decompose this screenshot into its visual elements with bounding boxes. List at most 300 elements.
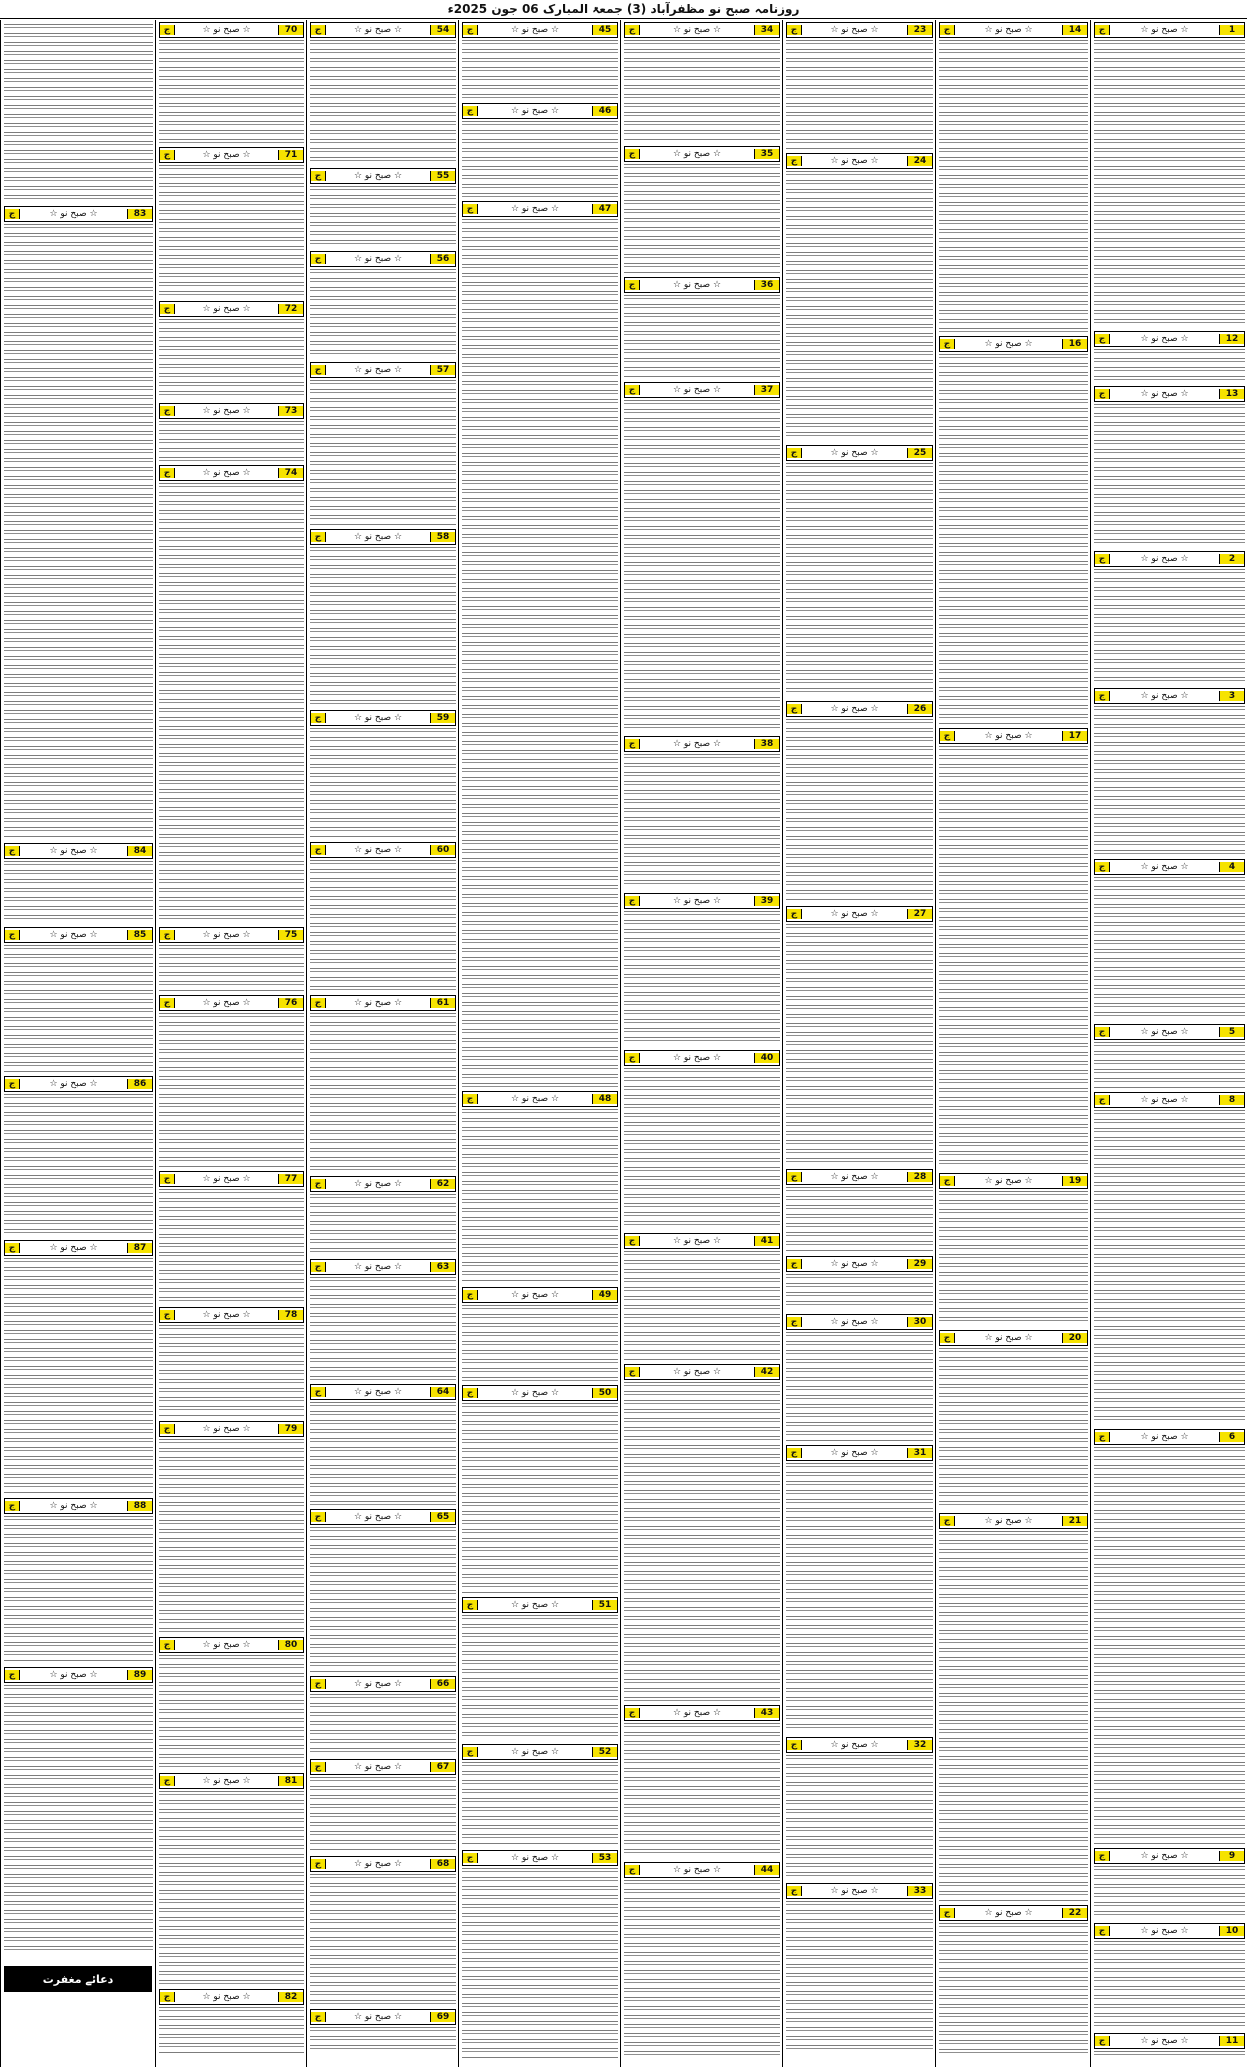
story-header <box>624 893 780 909</box>
story-kicker: ☆ صبح نو ☆ <box>1140 334 1189 344</box>
story-tag: ج <box>787 156 802 166</box>
story-kicker: ☆ صبح نو ☆ <box>1140 862 1189 872</box>
news-story <box>1094 688 1245 855</box>
story-kicker: ☆ صبح نو ☆ <box>672 280 722 290</box>
news-story <box>939 728 1088 1169</box>
story-tag: ج <box>311 532 326 542</box>
story-number: 6 <box>1219 1432 1244 1442</box>
story-number: 89 <box>127 1670 152 1680</box>
story-header <box>159 1773 304 1789</box>
story-header <box>939 1330 1088 1346</box>
story-kicker: ☆ صبح نو ☆ <box>672 896 722 906</box>
story-number: 23 <box>907 25 932 35</box>
story-kicker: ☆ صبح نو ☆ <box>1140 1926 1189 1936</box>
story-number: 55 <box>430 171 455 181</box>
news-story <box>159 465 304 923</box>
story-header <box>624 146 780 162</box>
news-story <box>786 445 933 697</box>
story-tag: ج <box>787 1317 802 1327</box>
story-kicker: ☆ صبح نو ☆ <box>830 448 879 458</box>
news-story <box>310 22 456 164</box>
story-body-text <box>310 40 456 164</box>
story-header <box>1094 1024 1245 1040</box>
story-body-text <box>1094 1447 1245 1844</box>
story-body-text <box>624 911 780 1046</box>
story-tag: ج <box>463 1388 478 1398</box>
story-number: 14 <box>1062 25 1087 35</box>
story-number: 4 <box>1219 862 1244 872</box>
story-header <box>1094 1092 1245 1108</box>
news-story <box>624 1050 780 1229</box>
story-kicker: ☆ صبح نو ☆ <box>353 532 403 542</box>
story-body-text <box>939 1191 1088 1326</box>
story-body-text <box>939 746 1088 1169</box>
news-story <box>939 1513 1088 1901</box>
story-body-text <box>1094 1866 1245 1919</box>
story-body-text <box>1094 2051 1245 2056</box>
story-header <box>786 1883 933 1899</box>
story-number: 87 <box>127 1243 152 1253</box>
news-story <box>462 1597 618 1740</box>
story-number: 10 <box>1219 1926 1244 1936</box>
story-number: 21 <box>1062 1516 1087 1526</box>
story-body-text <box>310 380 456 525</box>
story-tag: ج <box>311 1859 326 1869</box>
news-story <box>1094 331 1245 382</box>
news-story <box>786 701 933 902</box>
story-tag: ج <box>160 1310 175 1320</box>
news-story <box>462 1850 618 2058</box>
story-kicker: ☆ صبح نو ☆ <box>353 171 403 181</box>
story-number: 3 <box>1219 691 1244 701</box>
story-body-text <box>462 1403 618 1593</box>
news-story <box>786 22 933 149</box>
story-tag: ج <box>5 1670 20 1680</box>
story-tag: ج <box>787 1448 802 1458</box>
story-header <box>624 1364 780 1380</box>
story-tag: ج <box>5 1079 20 1089</box>
news-story <box>624 382 780 732</box>
story-number: 50 <box>592 1388 617 1398</box>
news-story <box>939 22 1088 332</box>
story-number: 74 <box>278 468 303 478</box>
story-number: 32 <box>907 1740 932 1750</box>
story-body-text <box>939 1531 1088 1901</box>
story-kicker: ☆ صبح نو ☆ <box>830 1172 879 1182</box>
news-story <box>462 1287 618 1381</box>
story-body-text <box>1094 1042 1245 1088</box>
story-body-text <box>462 219 618 1087</box>
masthead: روزنامہ صبح نو مظفرآباد (3) جمعۃ المبارک 06 جون 2025ء <box>0 0 1247 19</box>
story-header <box>1094 22 1245 38</box>
story-tag: ج <box>625 1708 640 1718</box>
story-kicker: ☆ صبح نو ☆ <box>353 845 403 855</box>
news-story <box>4 843 153 923</box>
story-tag: ج <box>160 150 175 160</box>
news-column <box>306 20 459 2067</box>
story-tag: ج <box>311 25 326 35</box>
story-number: 60 <box>430 845 455 855</box>
story-body-text <box>939 40 1088 332</box>
story-body-text <box>310 1277 456 1380</box>
story-tag: ج <box>311 365 326 375</box>
story-body-text <box>310 1013 456 1172</box>
story-kicker: ☆ صبح نو ☆ <box>1140 1095 1189 1105</box>
story-number: 81 <box>278 1776 303 1786</box>
news-story <box>1094 1923 1245 2029</box>
story-kicker: ☆ صبح نو ☆ <box>1140 2036 1189 2046</box>
story-kicker: ☆ صبح نو ☆ <box>202 25 251 35</box>
news-story <box>624 1233 780 1360</box>
columns-container <box>0 20 1247 2067</box>
news-story <box>462 103 618 197</box>
story-tag: ج <box>311 1762 326 1772</box>
story-number: 76 <box>278 998 303 1008</box>
story-header <box>462 1744 618 1760</box>
news-story <box>159 147 304 297</box>
story-kicker: ☆ صبح نو ☆ <box>830 1448 879 1458</box>
news-story <box>786 1256 933 1310</box>
story-tag: ج <box>5 209 20 219</box>
story-body-text <box>310 1874 456 2005</box>
story-number: 59 <box>430 713 455 723</box>
story-kicker: ☆ صبح نو ☆ <box>202 930 251 940</box>
story-tag: ج <box>311 1262 326 1272</box>
story-body-text <box>159 1655 304 1769</box>
news-story <box>939 336 1088 724</box>
story-number: 49 <box>592 1290 617 1300</box>
story-header <box>786 153 933 169</box>
story-number: 77 <box>278 1174 303 1184</box>
story-number: 67 <box>430 1762 455 1772</box>
story-kicker: ☆ صبح نو ☆ <box>510 1094 560 1104</box>
story-tag: ج <box>1095 554 1110 564</box>
story-body-text <box>786 463 933 697</box>
story-tag: ج <box>463 1290 478 1300</box>
story-body-text <box>462 40 618 99</box>
news-story <box>310 710 456 838</box>
story-kicker: ☆ صبح نو ☆ <box>510 1388 560 1398</box>
story-number: 5 <box>1219 1027 1244 1037</box>
story-kicker: ☆ صبح نو ☆ <box>49 930 98 940</box>
news-story <box>310 362 456 525</box>
story-header <box>624 736 780 752</box>
story-kicker: ☆ صبح نو ☆ <box>49 209 98 219</box>
story-header <box>159 995 304 1011</box>
story-number: 1 <box>1219 25 1244 35</box>
story-kicker: ☆ صبح نو ☆ <box>510 1600 560 1610</box>
news-story <box>310 1759 456 1852</box>
story-kicker: ☆ صبح نو ☆ <box>830 1740 879 1750</box>
story-kicker: ☆ صبح نو ☆ <box>984 1176 1033 1186</box>
news-story <box>1094 1092 1245 1425</box>
story-kicker: ☆ صبح نو ☆ <box>49 1079 98 1089</box>
story-tag: ج <box>160 25 175 35</box>
story-header <box>624 1050 780 1066</box>
news-story <box>462 1385 618 1593</box>
story-header <box>1094 1923 1245 1939</box>
story-tag: ج <box>625 280 640 290</box>
story-body-text <box>786 1274 933 1310</box>
story-body-text <box>462 1762 618 1846</box>
story-header <box>786 22 933 38</box>
news-story <box>624 1705 780 1858</box>
story-kicker: ☆ صبح نو ☆ <box>1140 389 1189 399</box>
story-number: 75 <box>278 930 303 940</box>
story-body-text <box>462 1305 618 1381</box>
story-body-text <box>1094 349 1245 382</box>
story-number: 86 <box>127 1079 152 1089</box>
story-body-text <box>310 1527 456 1672</box>
news-story <box>159 403 304 461</box>
story-kicker: ☆ صبح نو ☆ <box>984 339 1033 349</box>
story-tag: ج <box>1095 389 1110 399</box>
story-kicker: ☆ صبح نو ☆ <box>1140 691 1189 701</box>
story-body-text <box>786 1901 933 2054</box>
story-kicker: ☆ صبح نو ☆ <box>353 1762 403 1772</box>
story-kicker: ☆ صبح نو ☆ <box>353 998 403 1008</box>
story-header <box>159 1307 304 1323</box>
obituary-box: دعائے مغفرت <box>4 1966 152 1992</box>
story-kicker: ☆ صبح نو ☆ <box>202 1776 251 1786</box>
story-number: 9 <box>1219 1851 1244 1861</box>
story-body-text <box>310 728 456 838</box>
news-story <box>939 1173 1088 1326</box>
story-body-text <box>4 861 153 923</box>
story-header <box>159 1989 304 2005</box>
story-tag: ج <box>311 1512 326 1522</box>
story-number: 24 <box>907 156 932 166</box>
story-number: 85 <box>127 930 152 940</box>
story-body-text <box>1094 404 1245 547</box>
story-header <box>310 1856 456 1872</box>
story-number: 38 <box>754 739 779 749</box>
news-story <box>159 1171 304 1303</box>
story-header <box>624 1862 780 1878</box>
story-kicker: ☆ صبح نو ☆ <box>1140 1851 1189 1861</box>
story-body-text <box>786 1332 933 1441</box>
story-header <box>939 1173 1088 1189</box>
news-story <box>310 251 456 358</box>
story-kicker: ☆ صبح نو ☆ <box>353 1679 403 1689</box>
story-number: 69 <box>430 2012 455 2022</box>
story-kicker: ☆ صبح نو ☆ <box>830 1886 879 1896</box>
story-tag: ج <box>625 1367 640 1377</box>
news-story <box>1094 1848 1245 1919</box>
story-number: 52 <box>592 1747 617 1757</box>
story-tag: ج <box>787 1172 802 1182</box>
story-body-text <box>159 2007 304 2053</box>
story-kicker: ☆ صبح نو ☆ <box>49 846 98 856</box>
story-tag: ج <box>311 998 326 1008</box>
story-kicker: ☆ صبح نو ☆ <box>510 1747 560 1757</box>
story-body-text <box>939 1348 1088 1509</box>
story-tag: ج <box>1095 1851 1110 1861</box>
story-tag: ج <box>5 846 20 856</box>
story-tag: ج <box>787 1886 802 1896</box>
story-kicker: ☆ صبح نو ☆ <box>202 406 251 416</box>
story-kicker: ☆ صبح نو ☆ <box>202 1992 251 2002</box>
story-kicker: ☆ صبح نو ☆ <box>672 1236 722 1246</box>
story-kicker: ☆ صبح نو ☆ <box>353 365 403 375</box>
story-tag: ج <box>1095 1027 1110 1037</box>
story-tag: ج <box>311 1387 326 1397</box>
story-body-text <box>4 1685 153 1951</box>
story-number: 39 <box>754 896 779 906</box>
story-kicker: ☆ صبح نو ☆ <box>672 1865 722 1875</box>
story-tag: ج <box>463 1747 478 1757</box>
story-number: 16 <box>1062 339 1087 349</box>
story-kicker: ☆ صبح نو ☆ <box>672 1053 722 1063</box>
story-tag: ج <box>625 1865 640 1875</box>
story-header <box>786 1737 933 1753</box>
story-kicker: ☆ صبح نو ☆ <box>830 156 879 166</box>
story-kicker: ☆ صبح نو ☆ <box>353 2012 403 2022</box>
story-body-text <box>786 1187 933 1252</box>
story-body-text <box>1094 1941 1245 2029</box>
story-body-text <box>624 1068 780 1229</box>
story-header <box>786 701 933 717</box>
story-tag: ج <box>1095 334 1110 344</box>
story-number: 20 <box>1062 1333 1087 1343</box>
story-body-text <box>786 1755 933 1879</box>
news-story <box>310 529 456 706</box>
story-header <box>939 1905 1088 1921</box>
story-number: 30 <box>907 1317 932 1327</box>
story-header <box>310 1384 456 1400</box>
story-header <box>939 1513 1088 1529</box>
story-number: 33 <box>907 1886 932 1896</box>
story-number: 44 <box>754 1865 779 1875</box>
story-body-text <box>462 1109 618 1283</box>
story-number: 19 <box>1062 1176 1087 1186</box>
story-header <box>462 1597 618 1613</box>
story-header <box>462 1850 618 1866</box>
story-header <box>1094 859 1245 875</box>
story-tag: ج <box>940 731 955 741</box>
story-kicker: ☆ صبح نو ☆ <box>510 106 560 116</box>
story-header <box>159 301 304 317</box>
story-body-text <box>4 1516 153 1663</box>
story-number: 34 <box>754 25 779 35</box>
news-story <box>159 22 304 143</box>
story-tag: ج <box>940 25 955 35</box>
news-story <box>462 22 618 99</box>
story-number: 26 <box>907 704 932 714</box>
story-tag: ج <box>1095 1926 1110 1936</box>
story-tag: ج <box>160 468 175 478</box>
news-story <box>4 1076 153 1236</box>
story-header <box>159 1637 304 1653</box>
story-body-text <box>310 1694 456 1755</box>
news-story <box>159 1989 304 2053</box>
story-header <box>310 22 456 38</box>
story-number: 12 <box>1219 334 1244 344</box>
story-tag: ج <box>787 448 802 458</box>
news-story <box>310 2009 456 2053</box>
story-body-text <box>159 421 304 461</box>
story-number: 46 <box>592 106 617 116</box>
story-header <box>159 147 304 163</box>
story-number: 43 <box>754 1708 779 1718</box>
story-number: 84 <box>127 846 152 856</box>
news-story <box>786 153 933 441</box>
story-body-text <box>624 1723 780 1858</box>
story-header <box>310 1176 456 1192</box>
story-body-text <box>1094 877 1245 1020</box>
story-tag: ج <box>160 1424 175 1434</box>
story-number: 11 <box>1219 2036 1244 2046</box>
story-tag: ج <box>463 1853 478 1863</box>
news-story <box>310 1384 456 1505</box>
news-story <box>786 1883 933 2054</box>
story-header <box>1094 1848 1245 1864</box>
story-number: 25 <box>907 448 932 458</box>
story-header <box>786 906 933 922</box>
story-kicker: ☆ صبح نو ☆ <box>672 739 722 749</box>
story-header <box>462 22 618 38</box>
story-body-text <box>159 483 304 923</box>
story-header <box>310 362 456 378</box>
news-story <box>1094 1429 1245 1844</box>
story-tag: ج <box>787 1259 802 1269</box>
story-number: 41 <box>754 1236 779 1246</box>
story-header <box>624 277 780 293</box>
story-header <box>939 336 1088 352</box>
story-tag: ج <box>160 304 175 314</box>
story-header <box>1094 386 1245 402</box>
story-number: 29 <box>907 1259 932 1269</box>
story-number: 54 <box>430 25 455 35</box>
story-tag: ج <box>940 339 955 349</box>
story-header <box>310 1759 456 1775</box>
story-tag: ج <box>1095 862 1110 872</box>
story-kicker: ☆ صبح نو ☆ <box>49 1243 98 1253</box>
story-number: 36 <box>754 280 779 290</box>
news-story <box>310 1509 456 1672</box>
story-body-text <box>1094 40 1245 327</box>
story-body-text <box>310 1194 456 1255</box>
story-body-text <box>159 1439 304 1633</box>
story-tag: ج <box>311 254 326 264</box>
story-number: 27 <box>907 909 932 919</box>
story-header <box>786 1256 933 1272</box>
story-header <box>159 22 304 38</box>
news-story <box>159 1637 304 1769</box>
news-story <box>310 1259 456 1380</box>
news-column <box>620 20 783 2067</box>
news-story <box>1094 22 1245 327</box>
news-story <box>624 277 780 378</box>
story-tag: ج <box>1095 25 1110 35</box>
story-kicker: ☆ صبح نو ☆ <box>984 731 1033 741</box>
story-body-text <box>786 1463 933 1733</box>
story-header <box>939 22 1088 38</box>
news-story <box>4 1667 153 1951</box>
story-number: 35 <box>754 149 779 159</box>
story-body-text <box>4 224 153 839</box>
story-body-text <box>310 1777 456 1852</box>
story-number: 66 <box>430 1679 455 1689</box>
story-tag: ج <box>625 1053 640 1063</box>
news-story <box>939 1905 1088 2058</box>
news-story <box>624 736 780 889</box>
story-body-text <box>310 2027 456 2053</box>
story-tag: ج <box>311 845 326 855</box>
story-tag: ج <box>311 2012 326 2022</box>
story-number: 73 <box>278 406 303 416</box>
story-number: 13 <box>1219 389 1244 399</box>
